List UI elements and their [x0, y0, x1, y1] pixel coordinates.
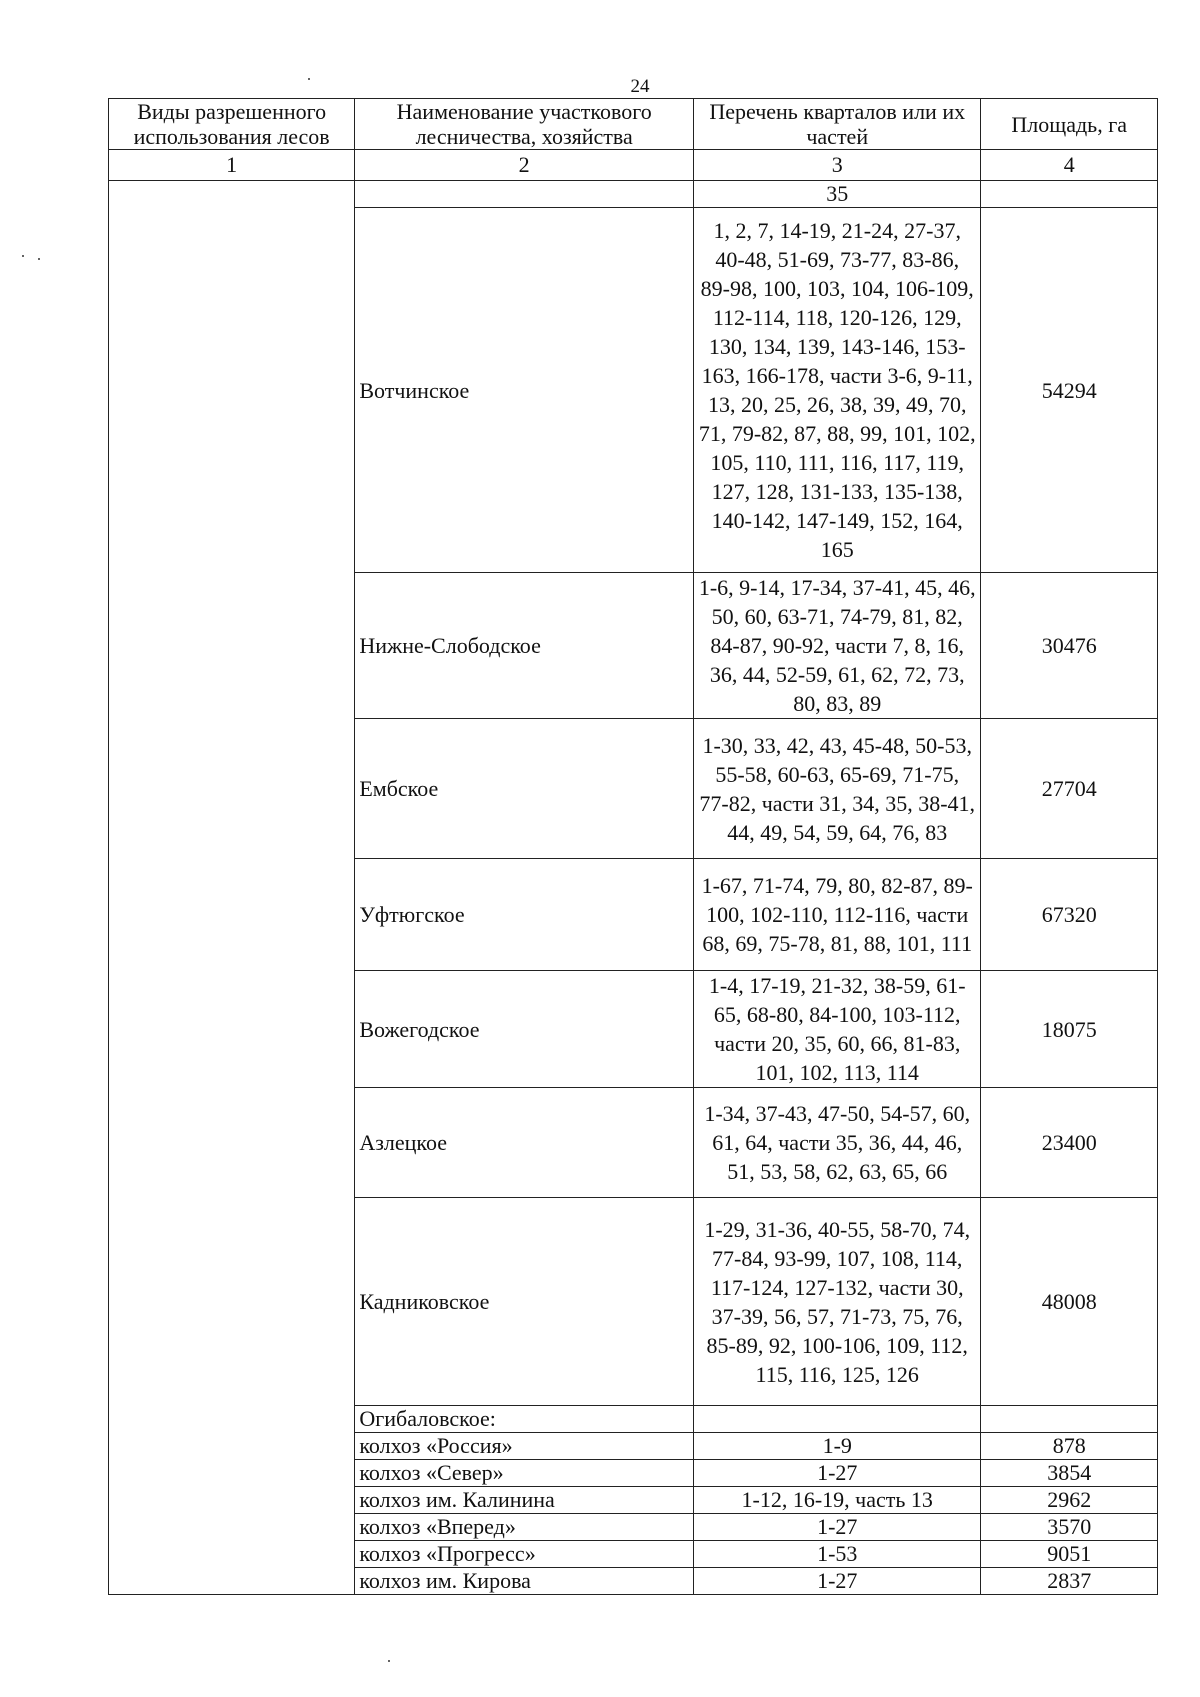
- column-number: 4: [981, 150, 1158, 181]
- quarters-cell: 1-34, 37-43, 47-50, 54-57, 60, 61, 64, части 35, 36, 44, 46, 51, 53, 58, 62, 63, 65, 66: [694, 1088, 981, 1198]
- kolkhoz-name-cell: колхоз «Север»: [355, 1460, 694, 1487]
- column-number: 3: [694, 150, 981, 181]
- quarters-cell: 1-29, 31-36, 40-55, 58-70, 74, 77-84, 93-99, 107, 108, 114, 117-124, 127-132, части 30, 37-39, 56, 57, 71-73, 75, 76, 85-89, 92, 100-106, 109, 112, 115, 116, 125, 126: [694, 1198, 981, 1406]
- quarters-cell: [694, 1406, 981, 1433]
- area-cell: 3854: [981, 1460, 1158, 1487]
- scan-speck: [388, 1660, 390, 1662]
- header-cell: Наименование участкового лесничества, хозяйства: [355, 99, 694, 150]
- quarters-cell: 1-67, 71-74, 79, 80, 82-87, 89-100, 102-110, 112-116, части 68, 69, 75-78, 81, 88, 101, 111: [694, 859, 981, 971]
- kolkhoz-name-cell: колхоз им. Кирова: [355, 1568, 694, 1595]
- area-cell: [981, 181, 1158, 208]
- kolkhoz-name-cell: колхоз «Россия»: [355, 1433, 694, 1460]
- area-cell: 18075: [981, 971, 1158, 1088]
- area-cell: 878: [981, 1433, 1158, 1460]
- scan-speck: [38, 258, 40, 260]
- area-cell: 48008: [981, 1198, 1158, 1406]
- table-row: [109, 181, 1158, 208]
- page-number: 24: [630, 76, 650, 97]
- forestry-name-cell: Кадниковское: [355, 1198, 694, 1406]
- area-cell: 9051: [981, 1541, 1158, 1568]
- header-cell: Площадь, га: [981, 99, 1158, 150]
- quarters-cell: 1-53: [694, 1541, 981, 1568]
- header-cell: Виды разрешенного использования лесов: [109, 99, 355, 150]
- use-type-cell: [109, 181, 355, 1595]
- forestry-name-cell: [355, 181, 694, 208]
- header-cell: Перечень кварталов или их частей: [694, 99, 981, 150]
- area-cell: 54294: [981, 208, 1158, 573]
- area-cell: 30476: [981, 573, 1158, 719]
- column-number: 2: [355, 150, 694, 181]
- quarters-cell: 1-12, 16-19, часть 13: [694, 1487, 981, 1514]
- quarters-cell: 1-4, 17-19, 21-32, 38-59, 61-65, 68-80, 84-100, 103-112, части 20, 35, 60, 66, 81-83, 101, 102, 113, 114: [694, 971, 981, 1088]
- area-cell: 23400: [981, 1088, 1158, 1198]
- kolkhoz-name-cell: колхоз им. Калинина: [355, 1487, 694, 1514]
- area-cell: 3570: [981, 1514, 1158, 1541]
- column-number: 1: [109, 150, 355, 181]
- forest-use-table: [108, 98, 1158, 1595]
- kolkhoz-name-cell: колхоз «Прогресс»: [355, 1541, 694, 1568]
- forestry-name-cell: Уфтюгское: [355, 859, 694, 971]
- kolkhoz-name-cell: колхоз «Вперед»: [355, 1514, 694, 1541]
- area-cell: 2837: [981, 1568, 1158, 1595]
- quarters-cell: 1-30, 33, 42, 43, 45-48, 50-53, 55-58, 60-63, 65-69, 71-75, 77-82, части 31, 34, 35, 38-41, 44, 49, 54, 59, 64, 76, 83: [694, 719, 981, 859]
- forestry-name-cell: Ембское: [355, 719, 694, 859]
- forestry-name-cell: Вотчинское: [355, 208, 694, 573]
- area-cell: 27704: [981, 719, 1158, 859]
- area-cell: 2962: [981, 1487, 1158, 1514]
- forestry-name-cell: Огибаловское:: [355, 1406, 694, 1433]
- scan-speck: [308, 78, 310, 80]
- quarters-cell: 1, 2, 7, 14-19, 21-24, 27-37, 40-48, 51-69, 73-77, 83-86, 89-98, 100, 103, 104, 106-109, 112-114, 118, 120-126, 129, 130, 134, 139, 143-146, 153-163, 166-178, части 3-6, 9-11, 13, 20, 25, 26, 38, 39, 49, 70, 71, 79-82, 87, 88, 99, 101, 102, 105, 110, 111, 116, 117, 119, 127, 128, 131-133, 135-138, 140-142, 147-149, 152, 164, 165: [694, 208, 981, 573]
- quarters-cell: 1-27: [694, 1460, 981, 1487]
- forestry-name-cell: Азлецкое: [355, 1088, 694, 1198]
- forestry-name-cell: Вожегодское: [355, 971, 694, 1088]
- scan-speck: [22, 255, 24, 257]
- column-number-row: [109, 150, 1158, 181]
- quarters-cell: 1-9: [694, 1433, 981, 1460]
- quarters-cell: 1-6, 9-14, 17-34, 37-41, 45, 46, 50, 60, 63-71, 74-79, 81, 82, 84-87, 90-92, части 7, 8, 16, 36, 44, 52-59, 61, 62, 72, 73, 80, 83, 89: [694, 573, 981, 719]
- area-cell: [981, 1406, 1158, 1433]
- header-row: [109, 99, 1158, 150]
- quarters-cell: 1-27: [694, 1568, 981, 1595]
- quarters-cell: 1-27: [694, 1514, 981, 1541]
- forestry-name-cell: Нижне-Слободское: [355, 573, 694, 719]
- area-cell: 67320: [981, 859, 1158, 971]
- quarters-cell: 35: [694, 181, 981, 208]
